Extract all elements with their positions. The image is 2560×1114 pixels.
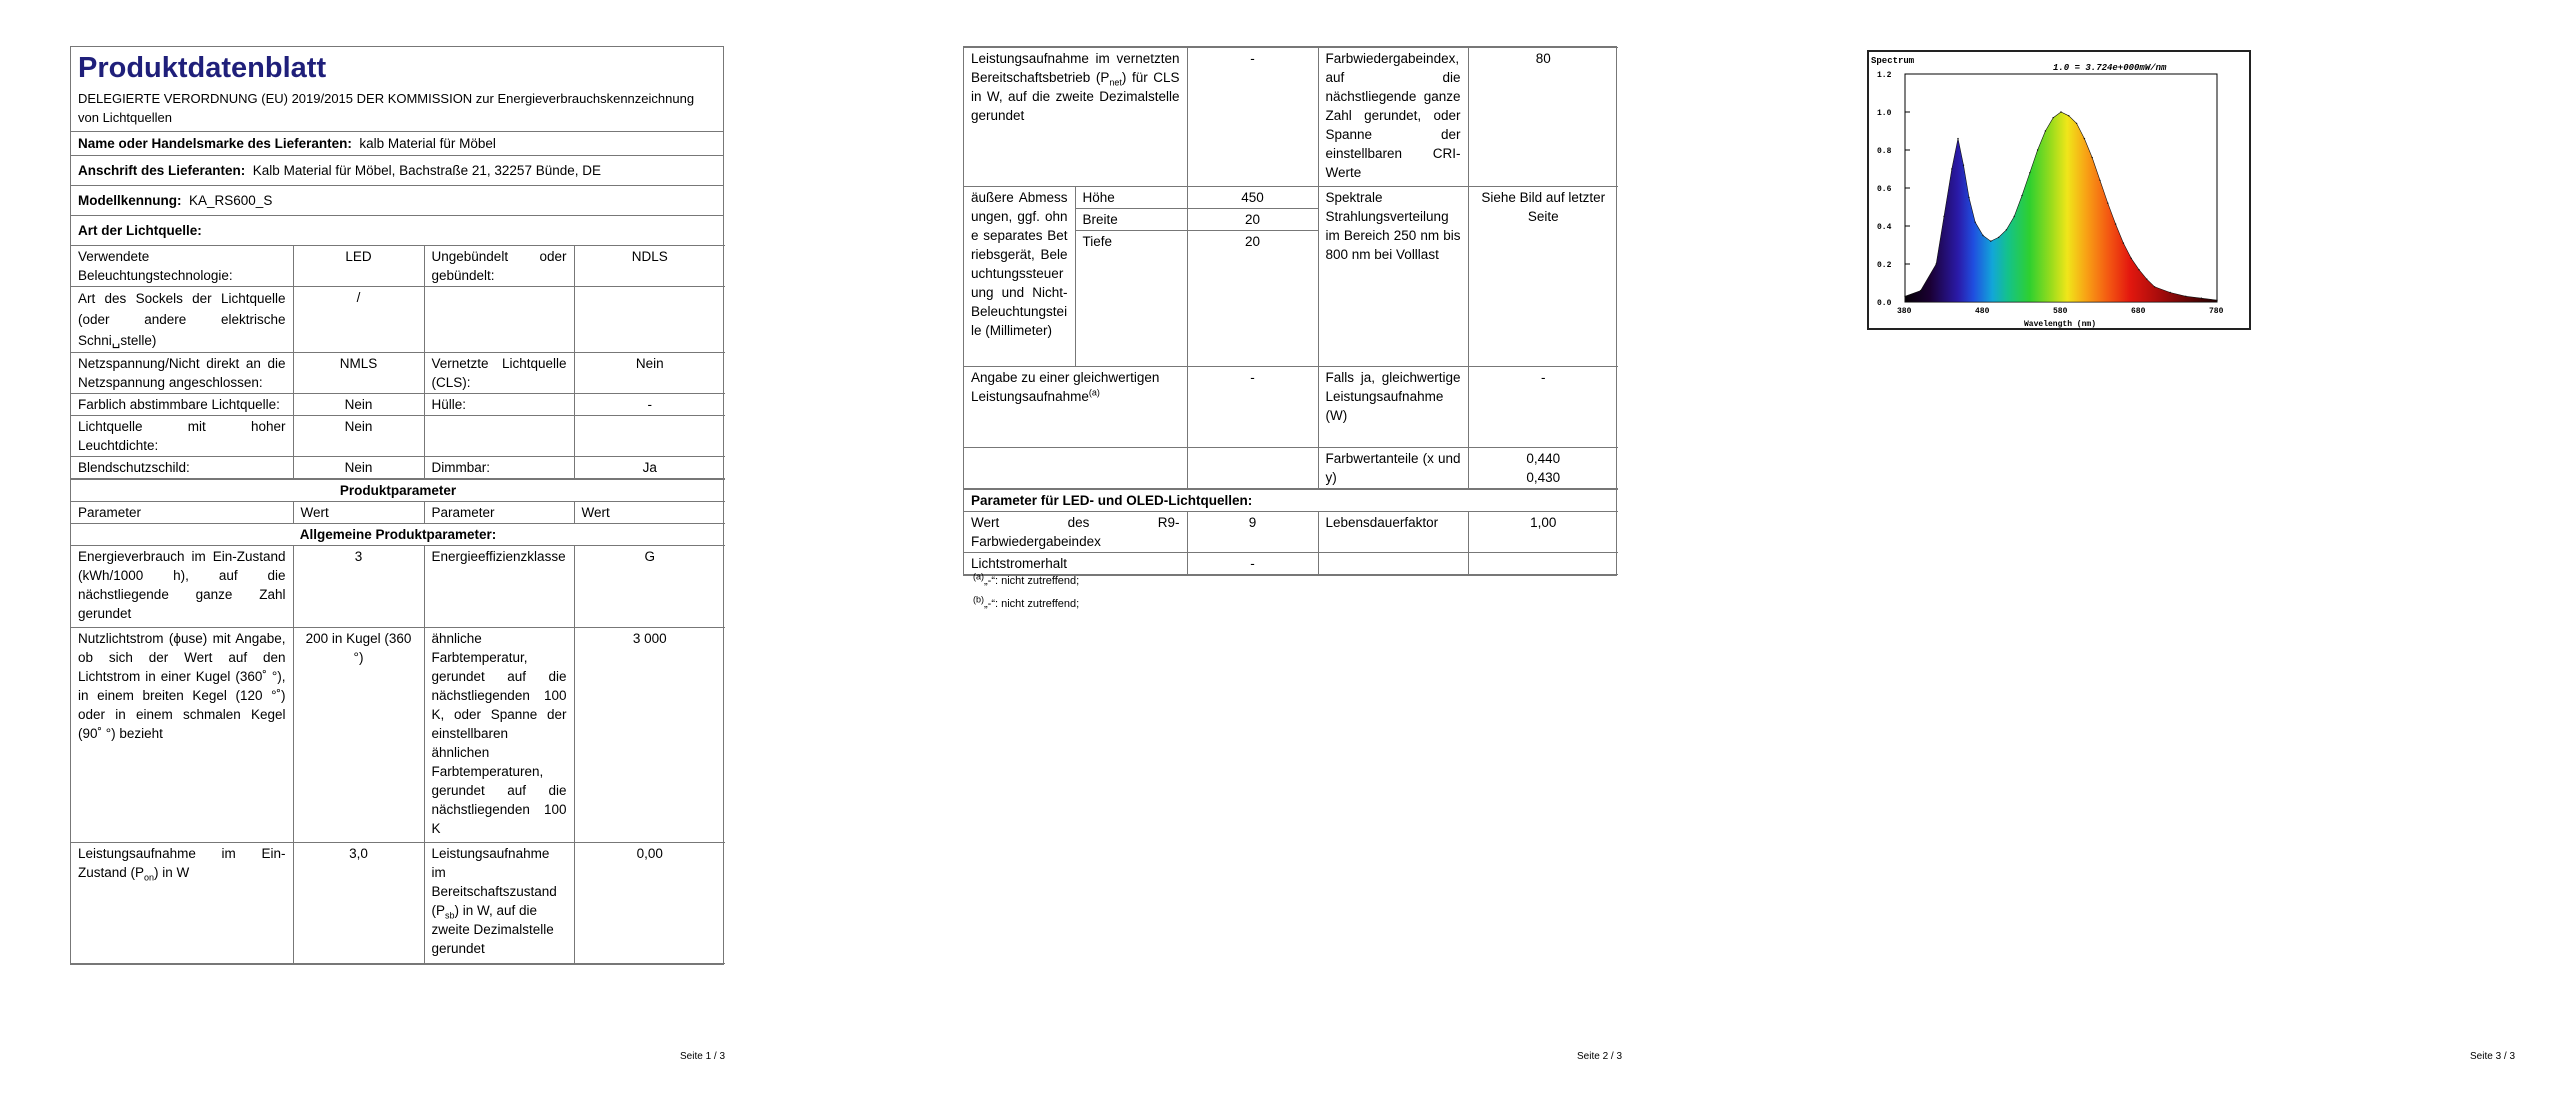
spectrum-point — [2185, 296, 2186, 297]
table-row — [964, 367, 1618, 448]
col-header-value: Wert — [574, 502, 725, 524]
on-mode-power-label: Leistungsaufnahme im Ein-Zustand $(P_{on})$ in W — [71, 843, 293, 964]
cls-value: Nein — [574, 353, 725, 394]
equivalent-power-claim-value: - — [1187, 367, 1318, 448]
chromaticity-label: Farbwertanteile (x und y) — [1318, 448, 1468, 490]
spectrum-point — [1990, 241, 1991, 242]
dimmable-value: Ja — [574, 457, 725, 480]
table-row — [71, 502, 725, 524]
page-3 — [1706, 0, 2560, 1114]
y-tick-label: 0.8 — [1877, 147, 1892, 156]
mains-label: Netzspannung/Nicht direkt an die Netzspannung angeschlossen: — [71, 353, 293, 394]
col-header-value: Wert — [293, 502, 424, 524]
energy-consumption-label: Energieverbrauch im Ein-Zustand (kWh/1000 h), auf die nächstliegende ganze Zahl gerundet — [71, 546, 293, 628]
table-row — [964, 489, 1618, 512]
spectrum-point — [1975, 222, 1976, 223]
spectrum-point — [2092, 157, 2093, 158]
cap-type-value: / — [293, 287, 424, 353]
model-label: Modellkennung: — [78, 193, 182, 208]
table-row — [964, 512, 1618, 553]
standby-power-value: 0,00 — [574, 843, 725, 964]
color-temperature-value: 3 000 — [574, 628, 725, 843]
x-tick-label: 680 — [2131, 307, 2146, 316]
spectrum-point — [2216, 299, 2217, 300]
efficiency-class-label: Energieeffizienzklasse — [424, 546, 574, 628]
spectrum-area — [1905, 112, 2217, 302]
efficiency-class-value: G — [574, 546, 725, 628]
table-row — [964, 48, 1618, 187]
width-value: 20 — [1187, 209, 1318, 231]
spectrum-point — [2006, 229, 2007, 230]
technology-value: LED — [293, 246, 424, 287]
x-tick-label: 480 — [1975, 307, 1990, 316]
y-tick-label: 1.0 — [1877, 109, 1892, 118]
spectrum-svg — [1869, 52, 2249, 328]
spectrum-point — [2053, 117, 2054, 118]
y-tick-label: 0.2 — [1877, 261, 1892, 270]
energy-consumption-value: 3 — [293, 546, 424, 628]
equivalent-power-value: - — [1468, 367, 1618, 448]
col-header-parameter: Parameter — [71, 502, 293, 524]
spectrum-point — [2115, 223, 2116, 224]
col-header-parameter: Parameter — [424, 502, 574, 524]
spectrum-point — [1943, 216, 1944, 217]
spectrum-point — [2045, 130, 2046, 131]
cri-value: 80 — [1468, 48, 1618, 187]
spectrum-point — [2076, 123, 2077, 124]
lifetime-factor-value: 1,00 — [1468, 512, 1618, 553]
table-row — [964, 553, 1618, 575]
depth-value: 20 — [1187, 231, 1318, 367]
supplier-address-label: Anschrift des Lieferanten: — [78, 163, 246, 178]
spectrum-point — [1951, 168, 1952, 169]
tunable-value: Nein — [293, 394, 424, 416]
spectrum-point — [1957, 138, 1958, 139]
height-value: 450 — [1187, 187, 1318, 209]
spectrum-point — [2084, 138, 2085, 139]
envelope-value: - — [574, 394, 725, 416]
y-tick-label: 0.4 — [1877, 223, 1892, 232]
dimmable-label: Dimmbar: — [424, 457, 574, 480]
standby-power-label: Leistungsaufnahme im Bereitschaftszustand $(P_{sb})$ in W, auf die zweite Dezimalstelle gerundet — [424, 843, 574, 964]
spectrum-point — [1968, 197, 1969, 198]
page-number: Seite 3 / 3 — [2470, 1051, 2516, 1062]
envelope-label: Hülle: — [424, 394, 574, 416]
product-params-header: Produktparameter — [71, 479, 725, 502]
spectrum-title: Spectrum — [1871, 56, 1915, 66]
luminous-flux-label: Nutzlichtstrom (ϕuse) mit Angabe, ob sich der Wert auf den Lichtstrom in einer Kugel (360˚ °), in einem breiten Kegel (120 °˚) oder in einem schmalen Kegel (90˚ °) bezieht — [71, 628, 293, 843]
supplier-address-row — [71, 156, 723, 186]
mains-value: NMLS — [293, 353, 424, 394]
page-number: Seite 1 / 3 — [680, 1051, 726, 1062]
net-standby-value: - — [1187, 48, 1318, 187]
spectrum-point — [2068, 115, 2069, 116]
depth-label: Tiefe — [1075, 231, 1187, 367]
luminous-flux-value: 200 in Kugel (360 °) — [293, 628, 424, 843]
spectrum-point — [2107, 203, 2108, 204]
technology-label: Verwendete Beleuchtungstechnologie: — [71, 246, 293, 287]
spectrum-point — [2123, 242, 2124, 243]
tunable-label: Farblich abstimmbare Lichtquelle: — [71, 394, 293, 416]
color-temperature-label: ähnliche Farbtemperatur, gerundet auf die nächstliegenden 100 K, oder Spanne der einstellbaren ähnlichen Farbtemperaturen, gerundet auf die nächstliegenden 100 K — [424, 628, 574, 843]
r9-value: 9 — [1187, 512, 1318, 553]
table-row — [964, 448, 1618, 490]
x-axis-label: Wavelength (nm) — [2024, 320, 2097, 328]
chromaticity-y: 0,430 — [1526, 470, 1561, 485]
supplier-address-value: Kalb Material für Möbel, Bachstraße 21, 32257 Bünde, DE — [252, 163, 601, 178]
high-luminance-value: Nein — [293, 416, 424, 457]
lumen-maintenance-value: - — [1187, 553, 1318, 575]
table-row — [71, 524, 725, 546]
table-row — [71, 416, 725, 457]
y-tick-label: 0.6 — [1877, 185, 1892, 194]
spectrum-point — [1982, 235, 1983, 236]
type-table — [71, 245, 725, 964]
chromaticity-value — [1468, 448, 1618, 490]
spectrum-point — [1936, 263, 1937, 264]
regulation-subtitle: DELEGIERTE VERORDNUNG (EU) 2019/2015 DER KOMMISSION zur Energieverbrauchskennzeichnung von Lichtquellen — [71, 87, 723, 132]
spectrum-scale: 1.0 = 3.724e+000mW/nm — [2053, 63, 2167, 73]
cls-label: Vernetzte Lichtquelle (CLS): — [424, 353, 574, 394]
model-row — [71, 186, 723, 216]
table-row — [71, 843, 725, 964]
page-1 — [0, 0, 853, 1114]
spectral-value: Siehe Bild auf letzter Seite — [1468, 187, 1618, 367]
spectrum-marks — [1904, 111, 2217, 302]
spectrum-point — [1920, 290, 1921, 291]
table-row — [71, 546, 725, 628]
y-tick-label: 1.2 — [1877, 71, 1892, 80]
spectrum-point — [2029, 172, 2030, 173]
spectrum-point — [2138, 269, 2139, 270]
anti-glare-label: Blendschutzschild: — [71, 457, 293, 480]
spectrum-point — [2099, 180, 2100, 181]
directional-value: NDLS — [574, 246, 725, 287]
y-tick-label: 0.0 — [1877, 299, 1892, 308]
table-row — [71, 628, 725, 843]
page-title: Produktdatenblatt — [78, 52, 327, 84]
footnote-b: $^{(b)}$„-“: nicht zutreffend; — [973, 594, 1080, 610]
dimensions-label: äußere Abmessungen, ggf. ohne separates Betriebsgerät, Beleuchtungssteuerung und Nicht-Beleuchtungsteile (Millimeter) — [964, 187, 1075, 367]
high-luminance-label: Lichtquelle mit hoher Leuchtdichte: — [71, 416, 293, 457]
cap-type-label: Art des Sockels der Lichtquelle (oder andere elektrische Schni␣stelle) — [71, 287, 293, 353]
spectrum-point — [2037, 149, 2038, 150]
x-tick-label: 780 — [2209, 307, 2224, 316]
chromaticity-x: 0,440 — [1526, 451, 1561, 466]
height-label: Höhe — [1075, 187, 1187, 209]
model-value: KA_RS600_S — [189, 193, 273, 208]
footnote-a: $^{(a)}$„-“: nicht zutreffend; — [973, 571, 1080, 587]
x-tick-label: 380 — [1897, 307, 1912, 316]
equivalent-power-claim-label: Angabe zu einer gleichwertigen Leistungsaufnahme$^{(a)}$ — [964, 367, 1187, 448]
equivalent-power-label: Falls ja, gleichwertige Leistungsaufnahme (W) — [1318, 367, 1468, 448]
directional-label: Ungebündelt oder gebündelt: — [424, 246, 574, 287]
lifetime-factor-label: Lebensdauerfaktor — [1318, 512, 1468, 553]
r9-label: Wert des R9-Farbwiedergabeindex — [964, 512, 1187, 553]
width-label: Breite — [1075, 209, 1187, 231]
table-row — [71, 246, 725, 287]
led-params-header: Parameter für LED- und OLED-Lichtquellen: — [964, 489, 1618, 512]
spectrum-point — [1998, 237, 1999, 238]
spectrum-point — [2021, 195, 2022, 196]
spectrum-point — [2170, 292, 2171, 293]
table-row — [71, 457, 725, 480]
spectrum-point — [2154, 286, 2155, 287]
cri-label: Farbwiedergabeindex, auf die nächstliegende ganze Zahl gerundet, oder Spanne der einstellbaren CRI-Werte — [1318, 48, 1468, 187]
page-2 — [853, 0, 1706, 1114]
spectrum-point — [2146, 279, 2147, 280]
table-row — [71, 479, 725, 502]
page-number: Seite 2 / 3 — [1577, 1051, 1623, 1062]
spectrum-chart — [1867, 50, 2251, 330]
on-mode-power-value: 3,0 — [293, 843, 424, 964]
table-row — [71, 353, 725, 394]
spectrum-point — [2201, 298, 2202, 299]
product-data-sheet — [70, 46, 724, 965]
spectrum-point — [2131, 258, 2132, 259]
anti-glare-value: Nein — [293, 457, 424, 480]
lumen-maintenance-label: Lichtstromerhalt — [964, 553, 1187, 575]
supplier-name-label: Name oder Handelsmarke des Lieferanten: — [78, 136, 352, 151]
spectrum-point — [1963, 165, 1964, 166]
general-params-header: Allgemeine Produktparameter: — [71, 524, 725, 546]
spectrum-point — [1904, 296, 1905, 297]
spectral-label: Spektrale Strahlungsverteilung im Bereich 250 nm bis 800 nm bei Volllast — [1318, 187, 1468, 367]
type-header: Art der Lichtquelle: — [78, 223, 202, 238]
table-row — [71, 287, 725, 353]
table-row — [71, 394, 725, 416]
supplier-name-value: kalb Material für Möbel — [359, 136, 496, 151]
spectrum-point — [2060, 111, 2061, 112]
supplier-name-row — [71, 132, 723, 156]
x-tick-label: 580 — [2053, 307, 2068, 316]
net-standby-label: Leistungsaufnahme im vernetzten Bereitschaftsbetrieb $(P_{net})$ für CLS in W, auf die zweite Dezimalstelle gerundet — [964, 48, 1187, 187]
params-table — [964, 47, 1618, 575]
table-row — [964, 187, 1618, 209]
spectrum-point — [2014, 216, 2015, 217]
product-data-sheet-continued — [963, 46, 1617, 576]
